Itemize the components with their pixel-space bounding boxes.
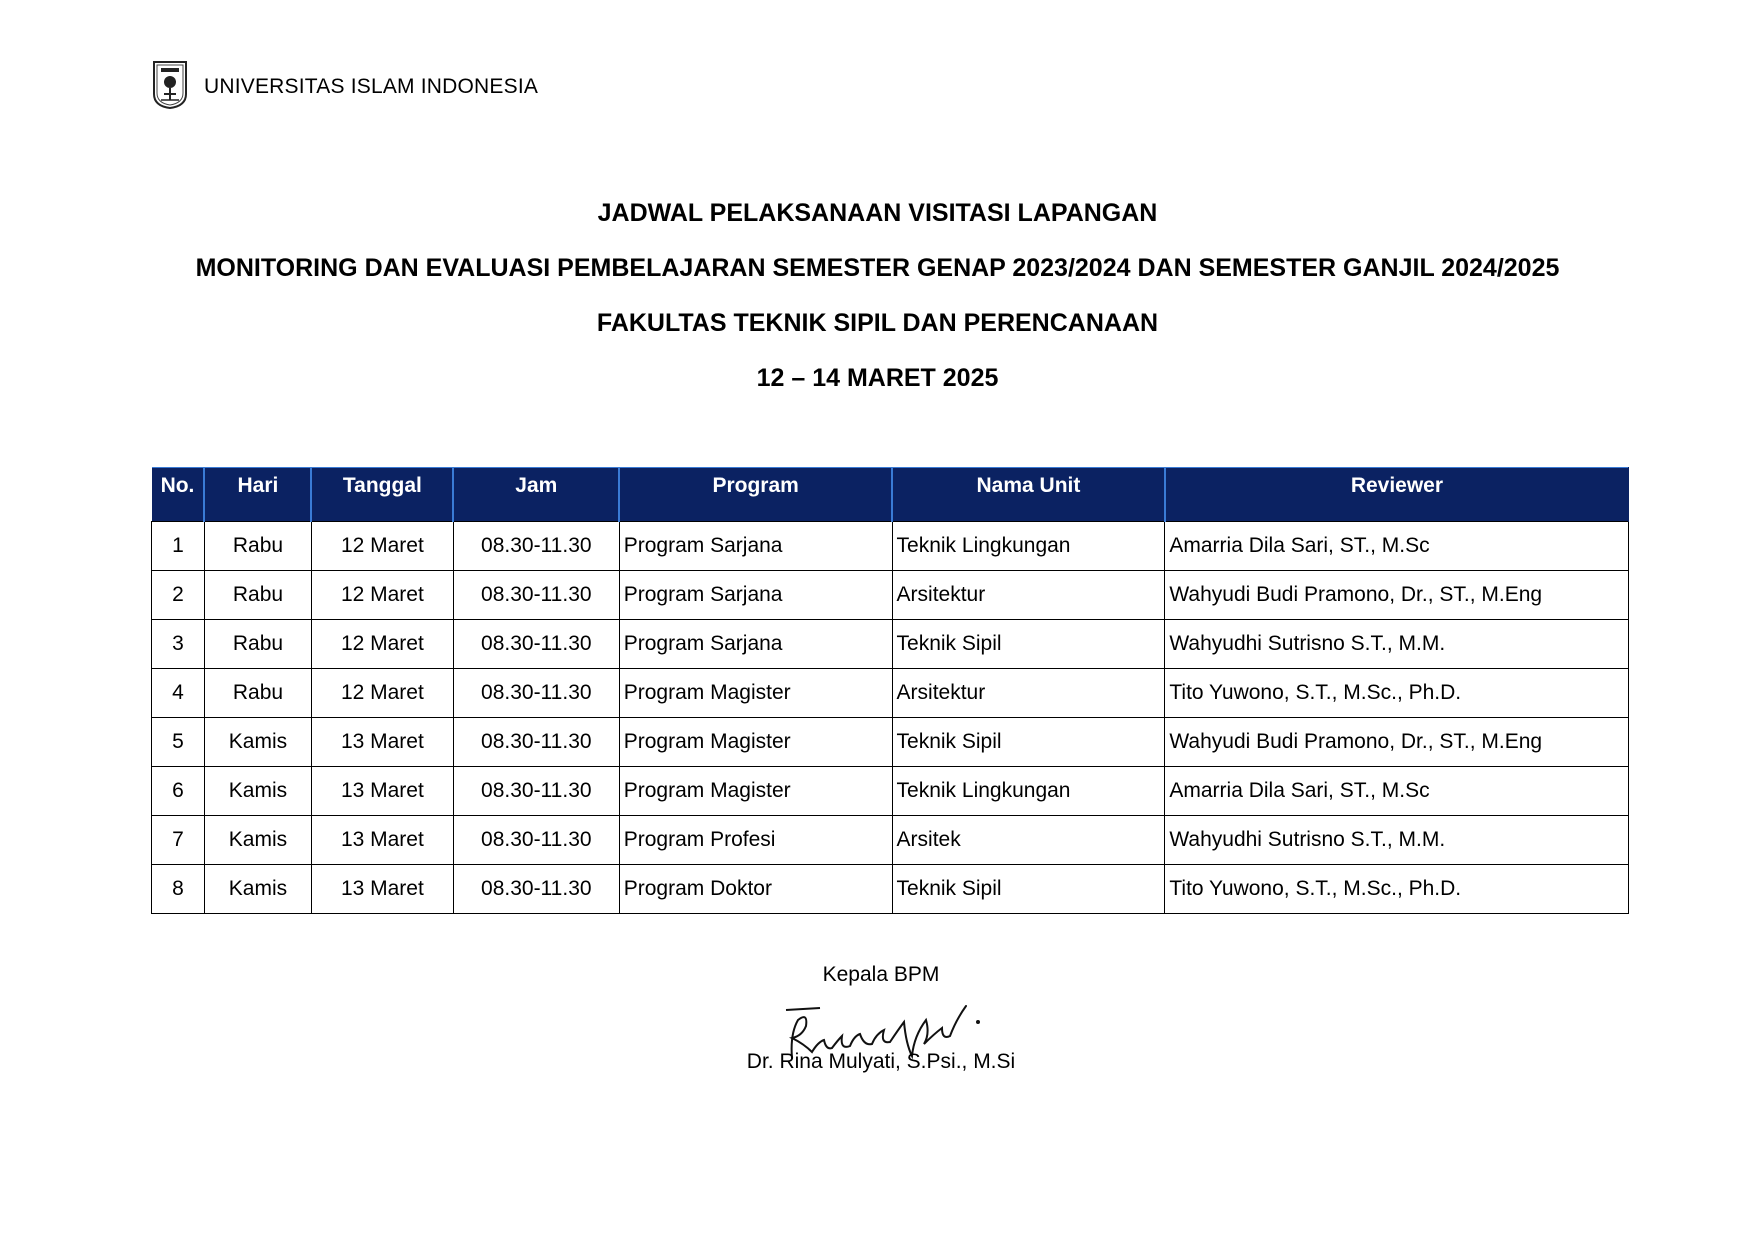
cell-program: Program Magister: [619, 767, 892, 816]
cell-nama-unit: Teknik Lingkungan: [892, 767, 1165, 816]
cell-program: Program Sarjana: [619, 522, 892, 571]
title-line-4: 12 – 14 MARET 2025: [756, 364, 999, 392]
cell-no: 5: [152, 718, 205, 767]
cell-tanggal: 13 Maret: [311, 767, 453, 816]
title-line-3: FAKULTAS TEKNIK SIPIL DAN PERENCANAAN: [596, 309, 1159, 337]
cell-tanggal: 13 Maret: [311, 865, 453, 914]
cell-program: Program Magister: [619, 669, 892, 718]
institution-name: UNIVERSITAS ISLAM INDONESIA: [204, 75, 539, 98]
cell-no: 7: [152, 816, 205, 865]
cell-reviewer: Wahyudi Budi Pramono, Dr., ST., M.Eng: [1165, 718, 1629, 767]
schedule-table: [151, 467, 1629, 914]
column-header-jam: Jam: [453, 468, 619, 522]
cell-reviewer: Wahyudhi Sutrisno S.T., M.M.: [1165, 816, 1629, 865]
cell-nama-unit: Teknik Sipil: [892, 865, 1165, 914]
cell-nama-unit: Teknik Lingkungan: [892, 522, 1165, 571]
title-line-2: MONITORING DAN EVALUASI PEMBELAJARAN SEMESTER GENAP 2023/2024 DAN SEMESTER GANJIL 2024/2025: [195, 254, 1560, 282]
cell-jam: 08.30-11.30: [453, 522, 619, 571]
signer-title: Kepala BPM: [822, 963, 940, 986]
document-titles: [0, 196, 1755, 416]
cell-tanggal: 12 Maret: [311, 522, 453, 571]
cell-hari: Kamis: [204, 816, 311, 865]
cell-hari: Rabu: [204, 620, 311, 669]
cell-nama-unit: Arsitek: [892, 816, 1165, 865]
table-row: [152, 571, 1629, 620]
column-header-program: Program: [619, 468, 892, 522]
cell-program: Program Magister: [619, 718, 892, 767]
cell-program: Program Sarjana: [619, 620, 892, 669]
cell-tanggal: 13 Maret: [311, 816, 453, 865]
cell-no: 6: [152, 767, 205, 816]
cell-reviewer: Tito Yuwono, S.T., M.Sc., Ph.D.: [1165, 865, 1629, 914]
cell-program: Program Profesi: [619, 816, 892, 865]
cell-reviewer: Amarria Dila Sari, ST., M.Sc: [1165, 767, 1629, 816]
cell-reviewer: Wahyudi Budi Pramono, Dr., ST., M.Eng: [1165, 571, 1629, 620]
table-row: [152, 669, 1629, 718]
cell-jam: 08.30-11.30: [453, 865, 619, 914]
title-line-1: JADWAL PELAKSANAAN VISITASI LAPANGAN: [597, 199, 1158, 227]
cell-nama-unit: Teknik Sipil: [892, 718, 1165, 767]
cell-no: 4: [152, 669, 205, 718]
cell-reviewer: Tito Yuwono, S.T., M.Sc., Ph.D.: [1165, 669, 1629, 718]
university-logo: [150, 58, 190, 110]
cell-nama-unit: Arsitektur: [892, 571, 1165, 620]
cell-hari: Rabu: [204, 669, 311, 718]
table-row: [152, 816, 1629, 865]
cell-hari: Kamis: [204, 767, 311, 816]
column-header-tanggal: Tanggal: [311, 468, 453, 522]
column-header-nama-unit: Nama Unit: [892, 468, 1165, 522]
cell-jam: 08.30-11.30: [453, 767, 619, 816]
table-row: [152, 718, 1629, 767]
table-row: [152, 522, 1629, 571]
cell-no: 1: [152, 522, 205, 571]
cell-tanggal: 12 Maret: [311, 669, 453, 718]
cell-nama-unit: Teknik Sipil: [892, 620, 1165, 669]
cell-nama-unit: Arsitektur: [892, 669, 1165, 718]
cell-program: Program Doktor: [619, 865, 892, 914]
cell-jam: 08.30-11.30: [453, 571, 619, 620]
cell-hari: Kamis: [204, 718, 311, 767]
signature-block: [0, 963, 1755, 993]
column-header-hari: Hari: [204, 468, 311, 522]
cell-tanggal: 12 Maret: [311, 620, 453, 669]
cell-jam: 08.30-11.30: [453, 718, 619, 767]
table-row: [152, 767, 1629, 816]
cell-jam: 08.30-11.30: [453, 669, 619, 718]
cell-tanggal: 12 Maret: [311, 571, 453, 620]
cell-reviewer: Amarria Dila Sari, ST., M.Sc: [1165, 522, 1629, 571]
cell-no: 3: [152, 620, 205, 669]
cell-tanggal: 13 Maret: [311, 718, 453, 767]
page-header: [150, 58, 538, 110]
cell-hari: Kamis: [204, 865, 311, 914]
cell-no: 8: [152, 865, 205, 914]
cell-jam: 08.30-11.30: [453, 620, 619, 669]
table-row: [152, 620, 1629, 669]
cell-no: 2: [152, 571, 205, 620]
cell-hari: Rabu: [204, 522, 311, 571]
table-row: [152, 865, 1629, 914]
table-header-row: [152, 468, 1629, 522]
cell-hari: Rabu: [204, 571, 311, 620]
column-header-no: No.: [152, 468, 205, 522]
cell-reviewer: Wahyudhi Sutrisno S.T., M.M.: [1165, 620, 1629, 669]
cell-jam: 08.30-11.30: [453, 816, 619, 865]
column-header-reviewer: Reviewer: [1165, 468, 1629, 522]
signer-name: Dr. Rina Mulyati, S.Psi., M.Si: [746, 1050, 1016, 1073]
cell-program: Program Sarjana: [619, 571, 892, 620]
